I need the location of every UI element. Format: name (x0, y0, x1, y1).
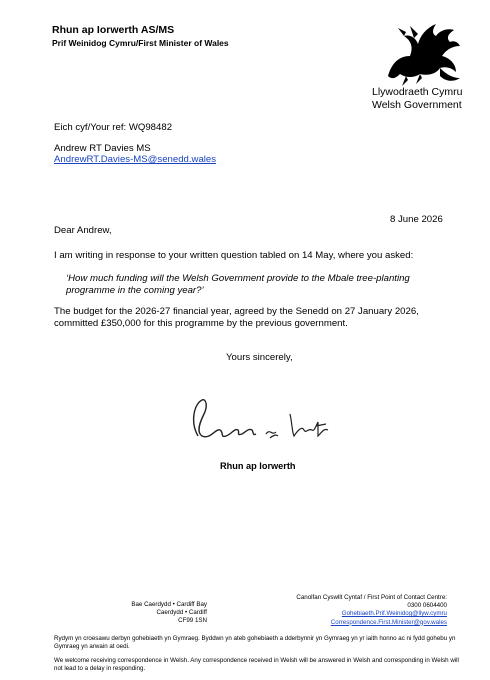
welsh-language-note: Rydym yn croesawu derbyn gohebiaeth yn Gymraeg. Byddwn yn ateb gohebiaeth a dderbynnir yn Gymraeg yn yr iaith honno ac ni fydd gohebu yn Gymraeg yn arwain at oedi. (54, 635, 456, 651)
recipient-email-link[interactable]: AndrewRT.Davies-MS@senedd.wales (54, 154, 217, 165)
contact-title: Canolfan Cyswllt Cyntaf / First Point of Contact Centre: (296, 594, 447, 601)
contact-block (265, 594, 447, 627)
government-name-welsh: Llywodraeth Cymru (372, 86, 463, 98)
sender-name: Rhun ap Iorwerth AS/MS (52, 24, 175, 36)
body-paragraph-2: The budget for the 2026-27 financial year, agreed by the Senedd on 27 January 2026, committed £350,000 for this programme by the previous government. (54, 306, 419, 329)
contact-phone: 0300 0604400 (407, 602, 447, 610)
closing: Yours sincerely, (226, 352, 293, 363)
body-paragraph-1: I am writing in response to your written question tabled on 14 May, where you asked: (54, 250, 414, 261)
recipient-name: Andrew RT Davies MS (54, 143, 151, 154)
address-line: Bae Caerdydd • Cardiff Bay (131, 601, 207, 608)
salutation: Dear Andrew, (54, 225, 112, 236)
signatory-name: Rhun ap Iorwerth (220, 461, 296, 471)
sender-role: Prif Weinidog Cymru/First Minister of Wales (52, 38, 229, 48)
letter-date: 8 June 2026 (390, 214, 443, 225)
address-line: Caerdydd • Cardiff (156, 609, 207, 617)
reference-number: Eich cyf/Your ref: WQ98482 (54, 122, 173, 133)
welsh-email-link[interactable]: Gohebiaeth.Prif.Weinidog@llyw.cymru (341, 610, 447, 618)
quoted-question: ‘How much funding will the Welsh Government provide to the Mbale tree-planting programme in the coming year?’ (66, 273, 410, 296)
government-name-english: Welsh Government (372, 99, 462, 111)
postal-address (60, 601, 207, 626)
english-email-link[interactable]: Correspondence.First.Minister@gov.wales (330, 618, 447, 626)
address-line: CF99 1SN (178, 617, 207, 625)
english-language-note: We welcome receiving correspondence in Welsh. Any correspondence received in Welsh will be answered in Welsh and corresponding in Welsh will not lead to a delay in responding. (54, 657, 459, 673)
welsh-dragon-icon (380, 16, 464, 88)
handwritten-signature (180, 392, 350, 448)
